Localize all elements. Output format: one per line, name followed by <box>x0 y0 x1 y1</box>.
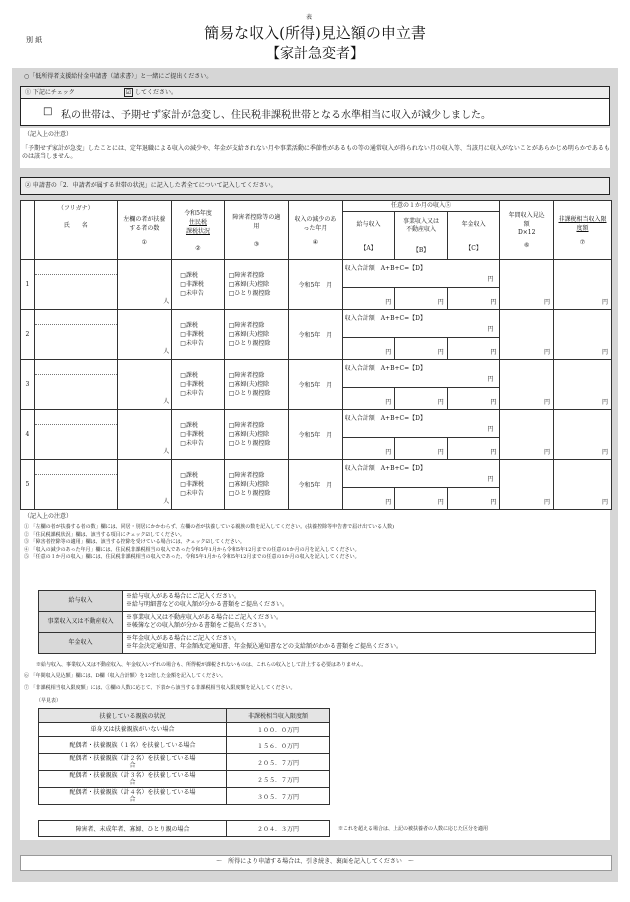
hayami-last-status: 障害者、未成年者、寡婦、ひとり親の場合 <box>39 821 227 837</box>
statement-box <box>20 98 610 126</box>
note2-item: ① 「左欄の者が扶養する者の数」欄には、同居・別居にかかわらず、左欄の者が扶養している親族の数を記入してください。(扶養控除等申告書で届け出ている人数) <box>24 524 395 530</box>
tax-option[interactable]: □未申告 <box>180 340 204 347</box>
income-type-note: ※帳簿などの収入額が分かる書類をご提出ください。 <box>126 622 271 629</box>
note1-body: 「予期せず家計が急変」したことには、定年退職による収入の減少や、年金が支給されない月や事業活動に季節性があるもの等の通常収入が得られない月の収入等、当該月に収入がないことがあらかじめ明らかであるものは該当しません。 <box>22 145 610 160</box>
header-num-3: ③ <box>253 240 260 248</box>
header-num-7: ⑦ <box>579 238 586 246</box>
income-type-row <box>39 612 596 633</box>
deduction-option[interactable]: □ひとり親控除 <box>228 340 271 347</box>
section2-bar <box>20 177 610 195</box>
business-yen[interactable]: 円 <box>437 399 444 406</box>
annual-yen[interactable]: 円 <box>543 349 550 356</box>
decrease-month-field[interactable]: 令和5年 月 <box>298 332 333 339</box>
check-sample-icon: ☑ <box>125 89 132 96</box>
total-income-yen[interactable]: 円 <box>487 376 494 383</box>
name-field[interactable] <box>35 475 117 509</box>
hayami-table <box>38 708 330 805</box>
header-tax-resident: 住民税 <box>188 219 207 226</box>
header-salary: 給与収入 <box>356 221 381 229</box>
hayami-head-status: 扶養している親族の状況 <box>39 709 227 723</box>
limit-yen[interactable]: 円 <box>601 299 608 306</box>
salary-yen[interactable]: 円 <box>385 449 392 456</box>
header-num-4: ④ <box>312 238 319 246</box>
section1-label: ① 下記にチェック <box>25 89 75 96</box>
limit-yen[interactable]: 円 <box>601 449 608 456</box>
header-A: 【A】 <box>360 244 377 252</box>
item6: ⑥ 「年間収入見込額」欄には、D欄（収入合計額）を12倍した金額を記入してください。 <box>24 673 226 679</box>
note2-item: ④ 「収入の減少のあった年月」欄には、住民税非課税相当の収入であった令和5年1月から令和5年12月までの任意の1か月の月を記入してください。 <box>24 546 360 553</box>
hayami-head-limit: 非課税相当収入限度額 <box>227 709 330 723</box>
furigana-field[interactable] <box>35 410 117 425</box>
tax-option[interactable]: □非課税 <box>180 281 204 288</box>
deduction-option[interactable]: □ひとり親控除 <box>228 490 271 497</box>
tax-option[interactable]: □未申告 <box>180 490 204 497</box>
deduction-option[interactable]: □寡婦(夫)控除 <box>228 381 270 388</box>
decrease-month-field[interactable]: 令和5年 月 <box>298 382 333 389</box>
dependents-unit: 人 <box>163 398 170 405</box>
tax-option[interactable]: □未申告 <box>180 290 204 297</box>
tax-option[interactable]: □非課税 <box>180 331 204 338</box>
income-type-row <box>39 591 596 612</box>
tax-option[interactable]: □未申告 <box>180 390 204 397</box>
income-type-label: 給与収入 <box>39 591 123 612</box>
header-decrease-month: 収入の減少のあった年月 <box>294 215 337 232</box>
total-income-yen[interactable]: 円 <box>487 426 494 433</box>
header-deduction: 障害者控除等の適用 <box>232 213 281 230</box>
total-income-yen[interactable]: 円 <box>487 326 494 333</box>
hayami-limit: ３０５．７万円 <box>227 788 330 805</box>
business-yen[interactable]: 円 <box>437 299 444 306</box>
salary-yen[interactable]: 円 <box>385 299 392 306</box>
section1-label-end: してください。 <box>135 89 178 96</box>
hayami-row <box>39 771 330 788</box>
income-type-label: 事業収入又は不動産収入 <box>39 612 123 633</box>
income-type-note: ※年金決定通知書、年金額改定通知書、年金振込通知書などの支給額がわかる書類をご提出ください。 <box>126 643 403 650</box>
tax-option[interactable]: □課税 <box>180 472 198 479</box>
header-pension: 年金収入 <box>461 221 486 229</box>
statement-checkbox[interactable]: □ <box>43 106 53 117</box>
furigana-field[interactable] <box>35 310 117 325</box>
header-tax-year: 令和5年度 <box>184 210 212 217</box>
pension-yen[interactable]: 円 <box>490 349 497 356</box>
total-income-label: 収入合計額 A+B+C=【D】 <box>344 465 426 472</box>
row-number: 4 <box>21 410 35 460</box>
note1-title: （記入上の注意） <box>24 131 73 138</box>
tax-option[interactable]: □未申告 <box>180 440 204 447</box>
deduction-option[interactable]: □障害者控除 <box>228 272 265 279</box>
limit-yen[interactable]: 円 <box>601 349 608 356</box>
deduction-option[interactable]: □障害者控除 <box>228 472 265 479</box>
page-title: 簡易な収入(所得)見込額の申立書 <box>204 24 426 42</box>
salary-yen[interactable]: 円 <box>385 499 392 506</box>
income-type-note: ※事業収入又は不動産収入がある場合にご記入ください。 <box>126 614 283 621</box>
hayami-limit: １００．０万円 <box>227 723 330 737</box>
deduction-option[interactable]: □障害者控除 <box>228 422 265 429</box>
pension-yen[interactable]: 円 <box>490 399 497 406</box>
header-num-6: ⑥ <box>523 242 530 249</box>
decrease-month-field[interactable]: 令和5年 月 <box>298 432 333 439</box>
note2-title: （記入上の注意） <box>24 513 73 520</box>
deduction-option[interactable]: □寡婦(夫)控除 <box>228 331 270 338</box>
header-C: 【C】 <box>465 244 482 252</box>
pension-yen[interactable]: 円 <box>490 499 497 506</box>
limit-yen[interactable]: 円 <box>601 399 608 406</box>
header-B: 【B】 <box>412 246 430 254</box>
header-furigana: （フリガナ） <box>57 205 94 212</box>
hyo-mark: 表 <box>306 14 313 21</box>
deduction-option[interactable]: □寡婦(夫)控除 <box>228 281 270 288</box>
name-field[interactable] <box>35 375 117 409</box>
table-row <box>21 410 612 460</box>
business-yen[interactable]: 円 <box>437 349 444 356</box>
tax-option[interactable]: □課税 <box>180 322 198 329</box>
deduction-option[interactable]: □寡婦(夫)控除 <box>228 431 270 438</box>
furigana-field[interactable] <box>35 460 117 475</box>
header-tax-status: 課税状況 <box>185 228 210 235</box>
annual-yen[interactable]: 円 <box>543 449 550 456</box>
deduction-option[interactable]: □ひとり親控除 <box>228 440 271 447</box>
total-income-yen[interactable]: 円 <box>487 476 494 483</box>
income-type-row <box>39 633 596 654</box>
note2-items <box>24 524 608 562</box>
note2-item: ③ 「障害者控除等の適用」欄は、該当する控除を受けている場合には、チェック☑してください。 <box>24 539 245 545</box>
hayami-row <box>39 737 330 754</box>
dependents-unit: 人 <box>163 448 170 455</box>
hayami-last-table <box>38 820 330 837</box>
deduction-option[interactable]: □ひとり親控除 <box>228 390 271 397</box>
annual-yen[interactable]: 円 <box>543 499 550 506</box>
header-dx12: D×12 <box>517 229 536 236</box>
hayami-status: 配偶者・扶養親族（１名）を扶養している場合 <box>39 737 227 754</box>
table-row <box>21 310 612 360</box>
row-number: 1 <box>21 260 35 310</box>
footer-text: ～ 所得により申請する場合は、引き続き、裏面を記入してください ～ <box>216 858 414 865</box>
notice-top: ○「低所得者支援給付金申請書（請求書）」と一緒にご提出ください。 <box>24 73 213 80</box>
total-income-label: 収入合計額 A+B+C=【D】 <box>344 315 426 322</box>
business-yen[interactable]: 円 <box>437 499 444 506</box>
hayami-status: 配偶者・扶養親族（計３名）を扶養している場合 <box>39 771 227 788</box>
bessi-label: 別 紙 <box>26 36 43 44</box>
hayami-last-limit: ２０４．３万円 <box>227 821 330 837</box>
dependents-unit: 人 <box>163 498 170 505</box>
hayami-title: （早見表） <box>36 698 62 704</box>
income-type-note: ※年金収入がある場合にご記入ください。 <box>126 635 241 642</box>
total-income-yen[interactable]: 円 <box>487 276 494 283</box>
tax-option[interactable]: □課税 <box>180 372 198 379</box>
name-field[interactable] <box>35 325 117 359</box>
deduction-option[interactable]: □寡婦(夫)控除 <box>228 481 270 488</box>
dependents-unit: 人 <box>163 348 170 355</box>
row-number: 2 <box>21 310 35 360</box>
annual-yen[interactable]: 円 <box>543 399 550 406</box>
pension-yen[interactable]: 円 <box>490 449 497 456</box>
name-field[interactable] <box>35 275 117 309</box>
tax-option[interactable]: □課税 <box>180 272 198 279</box>
header-business: 事業収入又は不動産収入 <box>403 217 440 233</box>
name-field[interactable] <box>35 425 117 459</box>
header-limit: 非課税相当収入限度額 <box>558 215 607 232</box>
decrease-month-field[interactable]: 令和5年 月 <box>298 282 333 289</box>
note2-item: ⑤ 「任意の１か月の収入」欄には、住民税非課税相当の収入であった、令和5年1月から令和5年12月までの任意の1か月の収入を記入してください。 <box>24 554 360 560</box>
header-num-1: ① <box>141 238 148 246</box>
hayami-row <box>39 788 330 805</box>
income-type-note: ※給与明細書などの収入額が分かる書類をご提出ください。 <box>126 601 289 608</box>
hayami-limit: ２０５．７万円 <box>227 754 330 771</box>
household-table <box>20 200 612 510</box>
furigana-field[interactable] <box>35 360 117 375</box>
deduction-option[interactable]: □障害者控除 <box>228 372 265 379</box>
tax-option[interactable]: □課税 <box>180 422 198 429</box>
statement-text: 私の世帯は、予期せず家計が急変し、住民税非課税世帯となる水準相当に収入が減少しました。 <box>61 110 491 121</box>
tax-option[interactable]: □非課税 <box>180 381 204 388</box>
pension-yen[interactable]: 円 <box>490 299 497 306</box>
business-yen[interactable]: 円 <box>437 449 444 456</box>
deduction-option[interactable]: □障害者控除 <box>228 322 265 329</box>
row-number: 5 <box>21 460 35 510</box>
table-row <box>21 360 612 410</box>
hayami-status: 配偶者・扶養親族（計４名）を扶養している場合 <box>39 788 227 805</box>
hayami-limit: ２５５．７万円 <box>227 771 330 788</box>
hayami-limit: １５６．０万円 <box>227 737 330 754</box>
hayami-status: 配偶者・扶養親族（計２名）を扶養している場合 <box>39 754 227 771</box>
total-income-label: 収入合計額 A+B+C=【D】 <box>344 365 426 372</box>
limit-yen[interactable]: 円 <box>601 499 608 506</box>
header-name: 氏 名 <box>63 222 88 229</box>
row-number: 3 <box>21 360 35 410</box>
table-row <box>21 460 612 510</box>
item7: ⑦ 「非課税相当収入限度額」には、①欄の人数に応じて、下表から該当する非課税相当収入限度額を記入してください。 <box>24 685 296 691</box>
sub-note: ※給与収入、事業収入又は不動産収入、年金収入いずれの場合も、所得税が課税されないものは、これらの収入として計上する必要はありません。 <box>36 662 367 668</box>
header-annual: 年間収入見込額 <box>508 212 545 228</box>
income-type-note: ※給与収入がある場合にご記入ください。 <box>126 593 241 600</box>
note2-item: ② 「住民税課税状況」欄は、該当する項目にチェック☑してください。 <box>24 531 185 538</box>
total-income-label: 収入合計額 A+B+C=【D】 <box>344 265 426 272</box>
hayami-row <box>39 754 330 771</box>
hayami-row <box>39 723 330 737</box>
furigana-field[interactable] <box>35 260 117 275</box>
income-type-table <box>38 590 596 654</box>
income-type-label: 年金収入 <box>39 633 123 654</box>
tax-option[interactable]: □非課税 <box>180 481 204 488</box>
table-row <box>21 260 612 310</box>
header-dependents: 左欄の者が扶養する者の数 <box>123 215 166 232</box>
header-monthly-income: 任意の１か月の収入⑤ <box>343 201 500 212</box>
header-num-2: ② <box>195 245 201 252</box>
salary-yen[interactable]: 円 <box>385 349 392 356</box>
page-subtitle: 【家計急変者】 <box>266 46 364 62</box>
hayami-status: 単身又は扶養親族がいない場合 <box>39 723 227 737</box>
total-income-label: 収入合計額 A+B+C=【D】 <box>344 415 426 422</box>
decrease-month-field[interactable]: 令和5年 月 <box>298 482 333 489</box>
salary-yen[interactable]: 円 <box>385 399 392 406</box>
dependents-unit: 人 <box>163 298 170 305</box>
section2-label: ② 申請書の「2．申請者が属する世帯の状況」に記入した者全てについて記入してください。 <box>25 182 277 189</box>
deduction-option[interactable]: □ひとり親控除 <box>228 290 271 297</box>
tax-option[interactable]: □非課税 <box>180 431 204 438</box>
annual-yen[interactable]: 円 <box>543 299 550 306</box>
hayami-side-note: ※これを超える場合は、上記の被扶養者の人数に応じた区分を適用 <box>338 826 489 832</box>
